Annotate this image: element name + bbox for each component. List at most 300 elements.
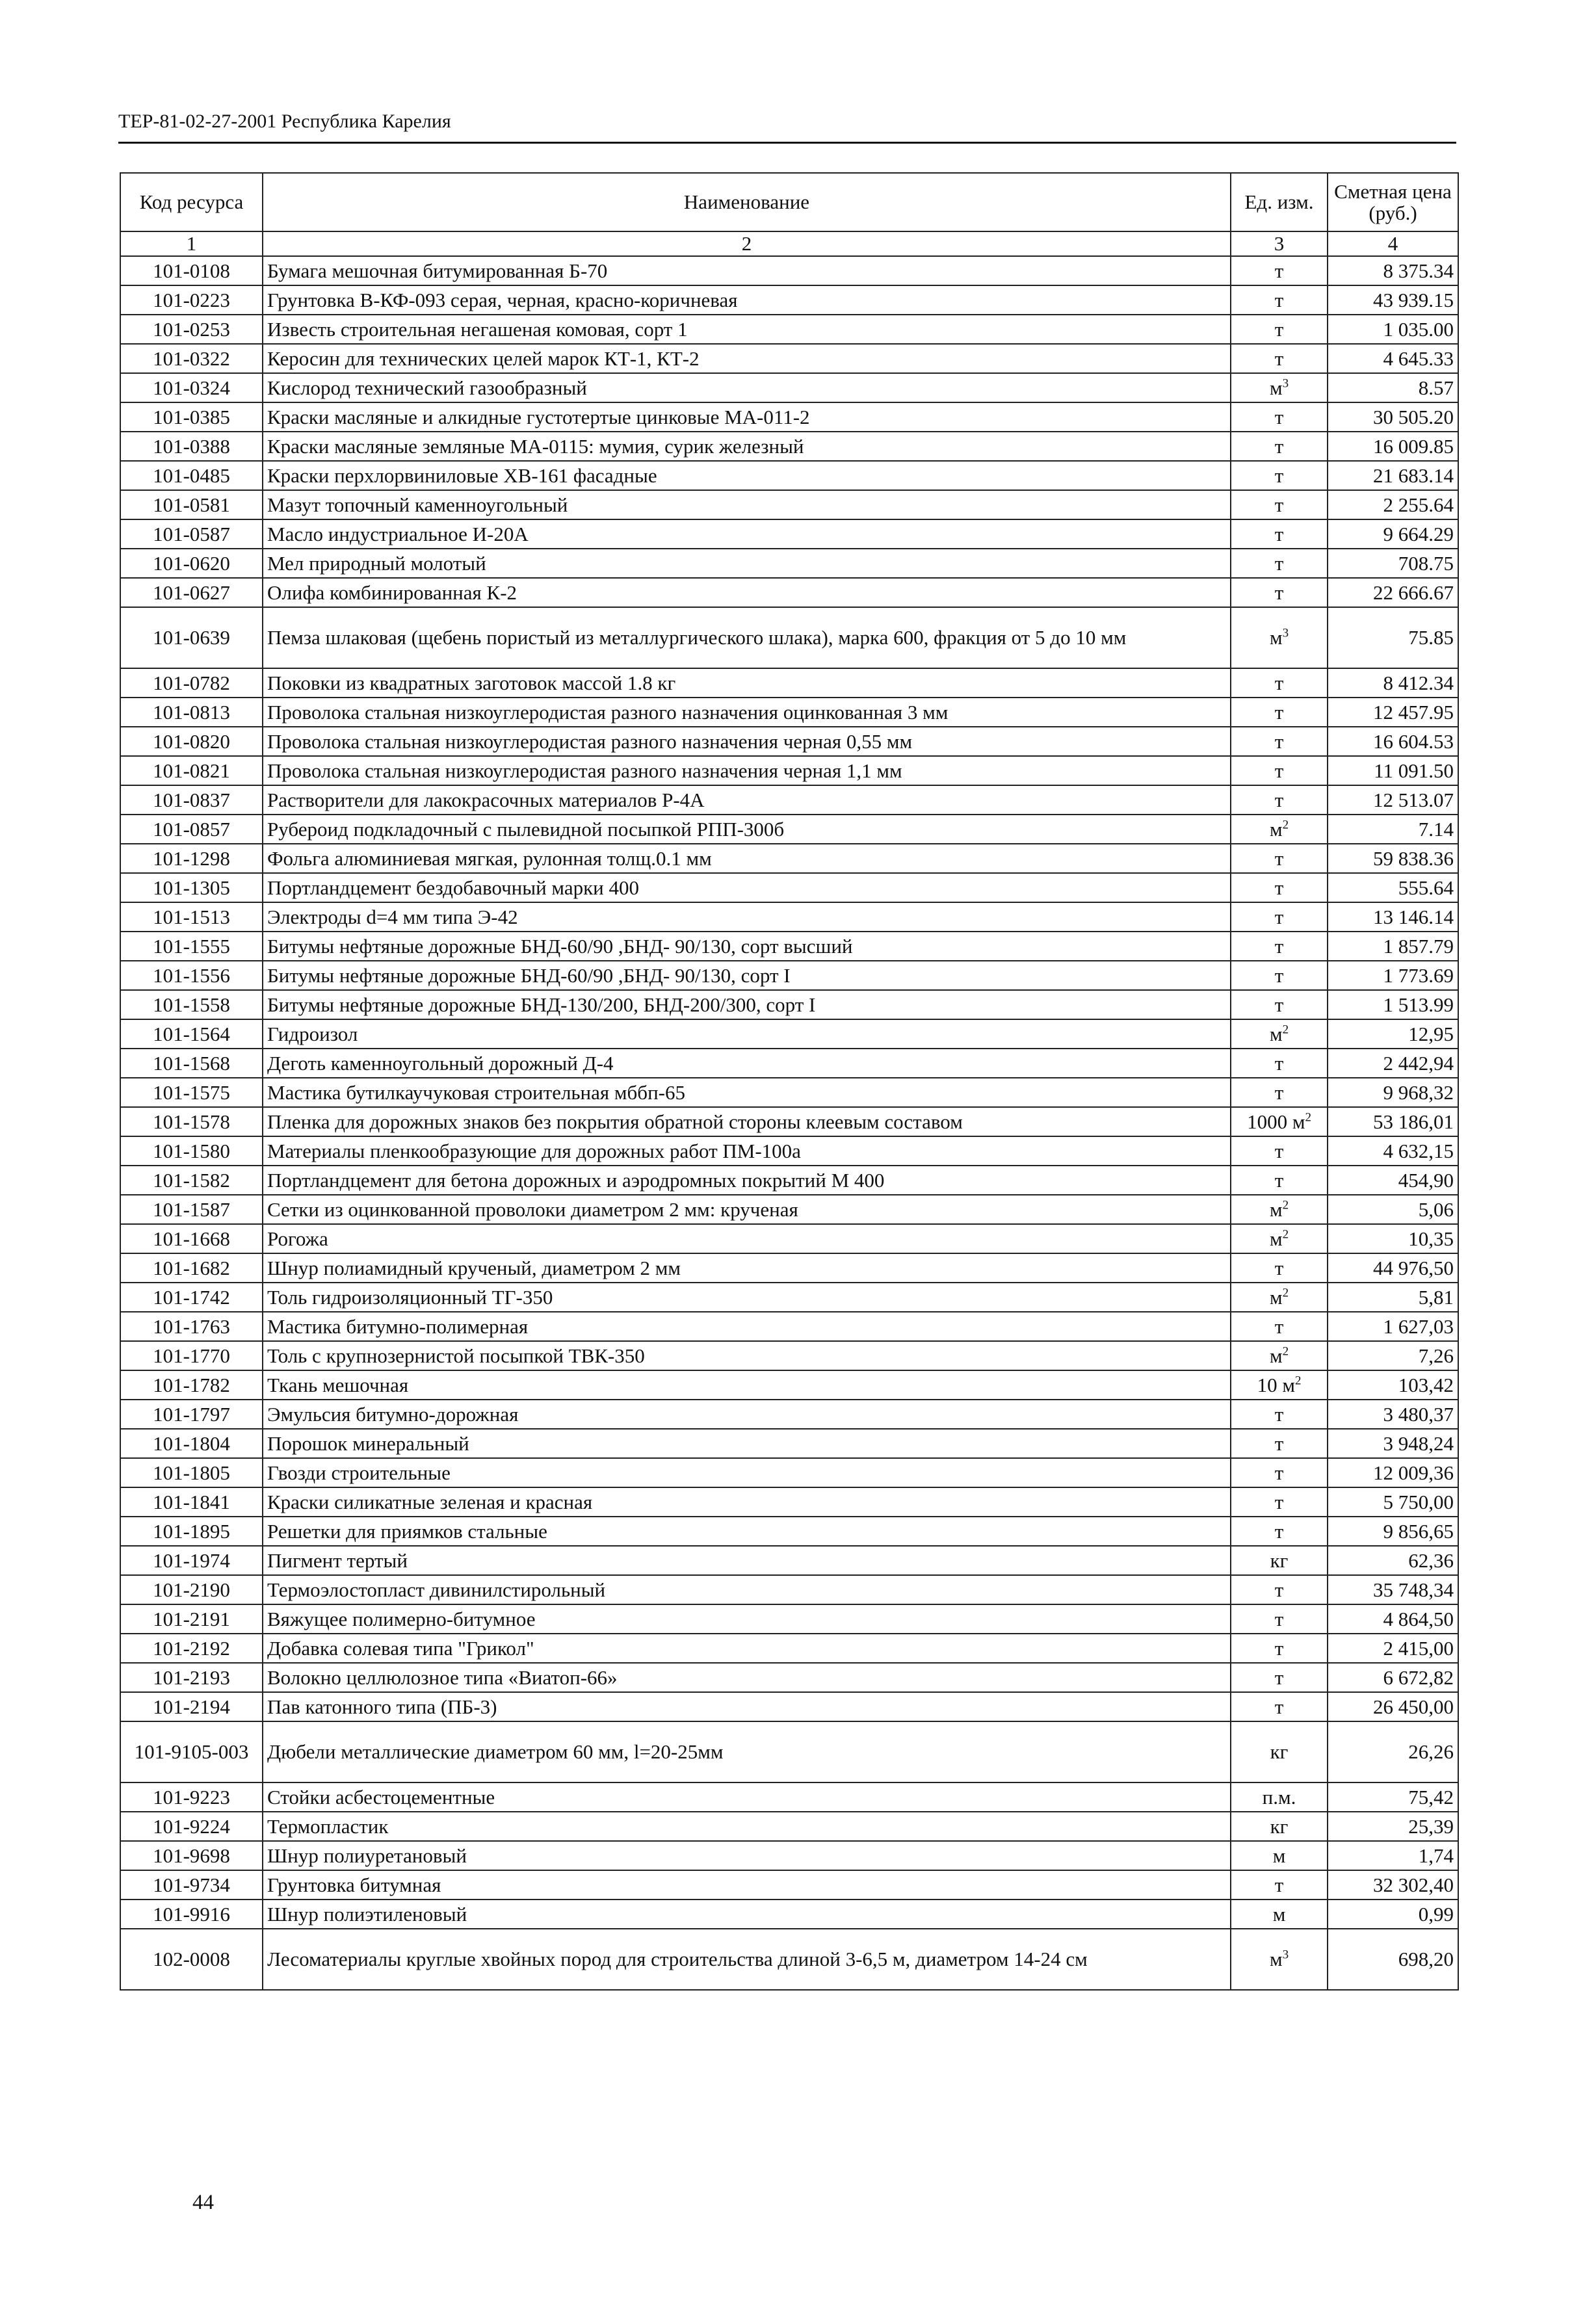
unit-text: т xyxy=(1274,1665,1284,1689)
unit-cell xyxy=(1231,961,1328,990)
unit-exponent: 2 xyxy=(1305,1110,1311,1125)
price-cell: 53 186,01 xyxy=(1328,1107,1458,1136)
table-row xyxy=(120,990,1458,1019)
unit-cell xyxy=(1231,1370,1328,1400)
resource-code-cell: 101-1682 xyxy=(120,1253,263,1283)
price-cell: 708.75 xyxy=(1328,549,1458,578)
table-row xyxy=(120,1812,1458,1841)
table-row xyxy=(120,549,1458,578)
unit-cell xyxy=(1231,344,1328,373)
resource-name-cell: Гидроизол xyxy=(263,1019,1231,1049)
header-code: Код ресурса xyxy=(120,173,263,231)
unit-cell xyxy=(1231,1692,1328,1721)
unit-text: т xyxy=(1274,1695,1284,1718)
unit-cell xyxy=(1231,1195,1328,1224)
unit-text: т xyxy=(1274,493,1284,516)
unit-text: т xyxy=(1274,1168,1284,1192)
table-row xyxy=(120,344,1458,373)
unit-cell xyxy=(1231,902,1328,932)
unit-cell xyxy=(1231,1341,1328,1370)
table-row xyxy=(120,1078,1458,1107)
unit-cell xyxy=(1231,1663,1328,1692)
resource-code-cell: 101-0223 xyxy=(120,285,263,315)
resource-code-cell: 101-0388 xyxy=(120,432,263,461)
resource-code-cell: 101-1742 xyxy=(120,1283,263,1312)
unit-cell xyxy=(1231,1782,1328,1812)
resource-code-cell: 101-9223 xyxy=(120,1782,263,1812)
resource-code-cell: 101-2190 xyxy=(120,1575,263,1604)
resource-name-cell: Кислород технический газообразный xyxy=(263,373,1231,402)
table-row xyxy=(120,844,1458,873)
resource-name-cell: Термоэлостопласт дивинилстирольный xyxy=(263,1575,1231,1604)
resource-code-cell: 101-0385 xyxy=(120,402,263,432)
resource-code-cell: 101-1582 xyxy=(120,1166,263,1195)
price-cell: 2 255.64 xyxy=(1328,490,1458,519)
unit-cell xyxy=(1231,1049,1328,1078)
resource-code-cell: 101-1575 xyxy=(120,1078,263,1107)
unit-text: т xyxy=(1274,905,1284,928)
unit-text: м xyxy=(1269,817,1283,841)
column-number: 2 xyxy=(263,231,1231,256)
unit-cell xyxy=(1231,1634,1328,1663)
unit-text: т xyxy=(1274,1873,1284,1896)
price-cell: 9 968,32 xyxy=(1328,1078,1458,1107)
table-row xyxy=(120,1341,1458,1370)
unit-cell xyxy=(1231,519,1328,549)
resource-name-cell: Бумага мешочная битумированная Б-70 xyxy=(263,256,1231,285)
resource-code-cell: 101-0837 xyxy=(120,785,263,815)
resource-name-cell: Шнур полиуретановый xyxy=(263,1841,1231,1870)
unit-text: т xyxy=(1274,876,1284,899)
unit-text: т xyxy=(1274,1139,1284,1162)
unit-cell xyxy=(1231,1900,1328,1929)
resource-code-cell: 101-0253 xyxy=(120,315,263,344)
price-cell: 13 146.14 xyxy=(1328,902,1458,932)
resource-name-cell: Масло индустриальное И-20А xyxy=(263,519,1231,549)
resource-code-cell: 101-1568 xyxy=(120,1049,263,1078)
table-row xyxy=(120,1224,1458,1253)
resource-code-cell: 101-1804 xyxy=(120,1429,263,1458)
price-cell: 75.85 xyxy=(1328,607,1458,668)
table-row xyxy=(120,1721,1458,1782)
unit-text: т xyxy=(1274,522,1284,545)
resource-name-cell: Рогожа xyxy=(263,1224,1231,1253)
unit-text: т xyxy=(1274,581,1284,604)
resource-name-cell: Краски силикатные зеленая и красная xyxy=(263,1487,1231,1517)
resource-code-cell: 101-0108 xyxy=(120,256,263,285)
unit-text: т xyxy=(1274,934,1284,958)
table-row xyxy=(120,932,1458,961)
unit-text: т xyxy=(1274,463,1284,487)
table-row xyxy=(120,1195,1458,1224)
table-row xyxy=(120,1870,1458,1900)
unit-cell xyxy=(1231,607,1328,668)
price-cell: 8 412.34 xyxy=(1328,668,1458,698)
page-header-title: ТЕР-81-02-27-2001 Республика Карелия xyxy=(118,111,451,132)
unit-cell xyxy=(1231,815,1328,844)
header-unit: Ед. изм. xyxy=(1231,173,1328,231)
resource-code-cell: 101-0627 xyxy=(120,578,263,607)
resource-name-cell: Сетки из оцинкованной проволоки диаметром 2 мм: крученая xyxy=(263,1195,1231,1224)
resource-name-cell: Краски масляные и алкидные густотертые цинковые МА-011-2 xyxy=(263,402,1231,432)
resource-name-cell: Гвозди строительные xyxy=(263,1458,1231,1487)
resource-code-cell: 101-9698 xyxy=(120,1841,263,1870)
unit-cell xyxy=(1231,785,1328,815)
price-cell: 75,42 xyxy=(1328,1782,1458,1812)
resource-code-cell: 101-1578 xyxy=(120,1107,263,1136)
unit-cell xyxy=(1231,698,1328,727)
table-row xyxy=(120,1283,1458,1312)
resource-name-cell: Деготь каменноугольный дорожный Д-4 xyxy=(263,1049,1231,1078)
table-row xyxy=(120,1166,1458,1195)
price-cell: 43 939.15 xyxy=(1328,285,1458,315)
resource-name-cell: Волокно целлюлозное типа «Виатоп-66» xyxy=(263,1663,1231,1692)
table-row xyxy=(120,668,1458,698)
resource-name-cell: Пленка для дорожных знаков без покрытия обратной стороны клеевым составом xyxy=(263,1107,1231,1136)
resource-name-cell: Мастика битумно-полимерная xyxy=(263,1312,1231,1341)
price-cell: 0,99 xyxy=(1328,1900,1458,1929)
resource-name-cell: Битумы нефтяные дорожные БНД-60/90 ,БНД- 90/130, сорт I xyxy=(263,961,1231,990)
resource-name-cell: Битумы нефтяные дорожные БНД-130/200, БНД-200/300, сорт I xyxy=(263,990,1231,1019)
price-cell: 4 864,50 xyxy=(1328,1604,1458,1634)
resource-code-cell: 101-1305 xyxy=(120,873,263,902)
resource-name-cell: Добавка солевая типа "Грикол" xyxy=(263,1634,1231,1663)
price-cell: 4 632,15 xyxy=(1328,1136,1458,1166)
unit-cell xyxy=(1231,461,1328,490)
resource-code-cell: 101-1841 xyxy=(120,1487,263,1517)
resource-name-cell: Мастика бутилкаучуковая строительная мббп-65 xyxy=(263,1078,1231,1107)
column-number: 3 xyxy=(1231,231,1328,256)
resource-code-cell: 101-1564 xyxy=(120,1019,263,1049)
unit-cell xyxy=(1231,1546,1328,1575)
table-row xyxy=(120,1458,1458,1487)
price-cell: 12 457.95 xyxy=(1328,698,1458,727)
resource-name-cell: Проволока стальная низкоуглеродистая разного назначения оцинкованная 3 мм xyxy=(263,698,1231,727)
price-cell: 44 976,50 xyxy=(1328,1253,1458,1283)
resource-name-cell: Дюбели металлические диаметром 60 мм, l=20-25мм xyxy=(263,1721,1231,1782)
resource-code-cell: 101-0324 xyxy=(120,373,263,402)
resource-code-cell: 101-1763 xyxy=(120,1312,263,1341)
unit-cell xyxy=(1231,1929,1328,1990)
resource-code-cell: 101-0639 xyxy=(120,607,263,668)
table-row xyxy=(120,1400,1458,1429)
resource-code-cell: 102-0008 xyxy=(120,1929,263,1990)
unit-cell xyxy=(1231,1870,1328,1900)
table-row xyxy=(120,1487,1458,1517)
resource-name-cell: Мазут топочный каменноугольный xyxy=(263,490,1231,519)
unit-cell xyxy=(1231,285,1328,315)
column-number: 4 xyxy=(1328,231,1458,256)
unit-cell xyxy=(1231,256,1328,285)
resource-code-cell: 101-1782 xyxy=(120,1370,263,1400)
table-row xyxy=(120,902,1458,932)
price-cell: 12 513.07 xyxy=(1328,785,1458,815)
unit-cell xyxy=(1231,1400,1328,1429)
unit-text: т xyxy=(1274,1578,1284,1601)
unit-text: т xyxy=(1274,1314,1284,1338)
unit-text: п.м. xyxy=(1262,1785,1296,1808)
price-cell: 11 091.50 xyxy=(1328,756,1458,785)
price-cell: 30 505.20 xyxy=(1328,402,1458,432)
price-cell: 4 645.33 xyxy=(1328,344,1458,373)
resource-code-cell: 101-1974 xyxy=(120,1546,263,1575)
unit-text: кг xyxy=(1270,1740,1289,1764)
resource-code-cell: 101-0485 xyxy=(120,461,263,490)
price-cell: 12 009,36 xyxy=(1328,1458,1458,1487)
unit-cell xyxy=(1231,1575,1328,1604)
price-cell: 1 773.69 xyxy=(1328,961,1458,990)
unit-text: кг xyxy=(1270,1814,1289,1838)
table-row xyxy=(120,578,1458,607)
unit-text: т xyxy=(1274,1402,1284,1426)
table-row xyxy=(120,373,1458,402)
unit-exponent: 2 xyxy=(1282,818,1289,832)
price-cell: 3 948,24 xyxy=(1328,1429,1458,1458)
unit-cell xyxy=(1231,578,1328,607)
resource-name-cell: Электроды d=4 мм типа Э-42 xyxy=(263,902,1231,932)
resource-code-cell: 101-1895 xyxy=(120,1517,263,1546)
unit-text: м xyxy=(1269,1948,1283,1971)
table-row xyxy=(120,1604,1458,1634)
unit-text: м xyxy=(1269,1227,1283,1250)
unit-text: т xyxy=(1274,963,1284,987)
price-cell: 1 857.79 xyxy=(1328,932,1458,961)
resource-code-cell: 101-0857 xyxy=(120,815,263,844)
price-cell: 5 750,00 xyxy=(1328,1487,1458,1517)
resource-name-cell: Эмульсия битумно-дорожная xyxy=(263,1400,1231,1429)
unit-text: т xyxy=(1274,671,1284,694)
unit-text: м xyxy=(1269,626,1283,649)
resource-name-cell: Грунтовка В-КФ-093 серая, черная, красно-коричневая xyxy=(263,285,1231,315)
unit-cell xyxy=(1231,1283,1328,1312)
resource-name-cell: Стойки асбестоцементные xyxy=(263,1782,1231,1812)
resource-code-cell: 101-9734 xyxy=(120,1870,263,1900)
unit-exponent: 2 xyxy=(1282,1286,1289,1300)
unit-cell xyxy=(1231,315,1328,344)
resource-name-cell: Керосин для технических целей марок КТ-1, КТ-2 xyxy=(263,344,1231,373)
resource-name-cell: Битумы нефтяные дорожные БНД-60/90 ,БНД- 90/130, сорт высший xyxy=(263,932,1231,961)
unit-cell xyxy=(1231,873,1328,902)
unit-text: т xyxy=(1274,288,1284,311)
resource-code-cell: 101-1558 xyxy=(120,990,263,1019)
unit-cell xyxy=(1231,1429,1328,1458)
unit-text: т xyxy=(1274,1519,1284,1543)
unit-cell xyxy=(1231,1019,1328,1049)
price-cell: 9 856,65 xyxy=(1328,1517,1458,1546)
resource-name-cell: Шнур полиамидный крученый, диаметром 2 мм xyxy=(263,1253,1231,1283)
unit-cell xyxy=(1231,490,1328,519)
unit-exponent: 2 xyxy=(1294,1374,1302,1388)
resource-name-cell: Поковки из квадратных заготовок массой 1.8 кг xyxy=(263,668,1231,698)
table-row xyxy=(120,1782,1458,1812)
table-row xyxy=(120,815,1458,844)
price-cell: 1 627,03 xyxy=(1328,1312,1458,1341)
resource-name-cell: Пемза шлаковая (щебень пористый из металлургического шлака), марка 600, фракция от 5 до 10 мм xyxy=(263,607,1231,668)
resource-code-cell: 101-2193 xyxy=(120,1663,263,1692)
unit-text: т xyxy=(1274,405,1284,428)
unit-text: м xyxy=(1269,1022,1283,1045)
resource-name-cell: Порошок минеральный xyxy=(263,1429,1231,1458)
unit-cell xyxy=(1231,1078,1328,1107)
price-cell: 7,26 xyxy=(1328,1341,1458,1370)
table-row xyxy=(120,285,1458,315)
unit-exponent: 2 xyxy=(1282,1227,1289,1242)
price-cell: 3 480,37 xyxy=(1328,1400,1458,1429)
resource-code-cell: 101-0620 xyxy=(120,549,263,578)
table-row xyxy=(120,727,1458,756)
header-name: Наименование xyxy=(263,173,1231,231)
price-cell: 8 375.34 xyxy=(1328,256,1458,285)
table-row xyxy=(120,519,1458,549)
price-cell: 26,26 xyxy=(1328,1721,1458,1782)
unit-text: т xyxy=(1274,1256,1284,1279)
header-rule xyxy=(118,142,1456,144)
price-cell: 26 450,00 xyxy=(1328,1692,1458,1721)
unit-cell xyxy=(1231,402,1328,432)
table-row xyxy=(120,1429,1458,1458)
resource-name-cell: Краски перхлорвиниловые ХВ-161 фасадные xyxy=(263,461,1231,490)
resource-code-cell: 101-1555 xyxy=(120,932,263,961)
table-row xyxy=(120,1312,1458,1341)
resource-name-cell: Толь с крупнозернистой посыпкой ТВК-350 xyxy=(263,1341,1231,1370)
unit-cell xyxy=(1231,1253,1328,1283)
unit-cell xyxy=(1231,1224,1328,1253)
resource-name-cell: Проволока стальная низкоуглеродистая разного назначения черная 0,55 мм xyxy=(263,727,1231,756)
unit-text: м xyxy=(1272,1844,1286,1867)
resource-code-cell: 101-1770 xyxy=(120,1341,263,1370)
table-row xyxy=(120,756,1458,785)
table-row xyxy=(120,1900,1458,1929)
table-row xyxy=(120,490,1458,519)
table-body xyxy=(120,256,1458,1990)
table-row xyxy=(120,1575,1458,1604)
unit-text: т xyxy=(1274,551,1284,575)
table-row xyxy=(120,1663,1458,1692)
resource-code-cell: 101-0782 xyxy=(120,668,263,698)
resource-name-cell: Растворители для лакокрасочных материалов Р-4А xyxy=(263,785,1231,815)
resource-name-cell: Фольга алюминиевая мягкая, рулонная толщ.0.1 мм xyxy=(263,844,1231,873)
unit-exponent: 2 xyxy=(1282,1198,1289,1212)
resource-name-cell: Решетки для приямков стальные xyxy=(263,1517,1231,1546)
unit-exponent: 3 xyxy=(1282,1948,1289,1962)
unit-cell xyxy=(1231,432,1328,461)
price-cell: 16 009.85 xyxy=(1328,432,1458,461)
price-cell: 5,81 xyxy=(1328,1283,1458,1312)
resource-name-cell: Пигмент тертый xyxy=(263,1546,1231,1575)
unit-cell xyxy=(1231,1107,1328,1136)
table-row xyxy=(120,1019,1458,1049)
unit-text: т xyxy=(1274,1636,1284,1660)
unit-text: т xyxy=(1274,434,1284,458)
unit-text: т xyxy=(1274,346,1284,370)
price-cell: 9 664.29 xyxy=(1328,519,1458,549)
unit-text: кг xyxy=(1270,1548,1289,1572)
price-cell: 32 302,40 xyxy=(1328,1870,1458,1900)
unit-text: т xyxy=(1274,729,1284,753)
resource-name-cell: Термопластик xyxy=(263,1812,1231,1841)
unit-cell xyxy=(1231,1604,1328,1634)
unit-cell xyxy=(1231,373,1328,402)
unit-cell xyxy=(1231,1812,1328,1841)
price-cell: 698,20 xyxy=(1328,1929,1458,1990)
unit-text: м xyxy=(1269,376,1283,399)
unit-cell xyxy=(1231,844,1328,873)
unit-text: т xyxy=(1274,700,1284,724)
unit-cell xyxy=(1231,727,1328,756)
price-cell: 21 683.14 xyxy=(1328,461,1458,490)
table-row xyxy=(120,1929,1458,1990)
resource-code-cell: 101-2191 xyxy=(120,1604,263,1634)
price-cell: 59 838.36 xyxy=(1328,844,1458,873)
resource-name-cell: Известь строительная негашеная комовая, сорт 1 xyxy=(263,315,1231,344)
unit-cell xyxy=(1231,549,1328,578)
resource-code-cell: 101-1556 xyxy=(120,961,263,990)
header-price: Сметная цена (руб.) xyxy=(1328,173,1458,231)
resource-name-cell: Материалы пленкообразующие для дорожных работ ПМ-100а xyxy=(263,1136,1231,1166)
resource-name-cell: Ткань мешочная xyxy=(263,1370,1231,1400)
resource-code-cell: 101-1668 xyxy=(120,1224,263,1253)
unit-cell xyxy=(1231,990,1328,1019)
table-row xyxy=(120,402,1458,432)
unit-text: т xyxy=(1274,846,1284,870)
resource-code-cell: 101-2194 xyxy=(120,1692,263,1721)
unit-text: т xyxy=(1274,1607,1284,1630)
resource-code-cell: 101-1587 xyxy=(120,1195,263,1224)
price-cell: 103,42 xyxy=(1328,1370,1458,1400)
resource-name-cell: Олифа комбинированная К-2 xyxy=(263,578,1231,607)
resource-code-cell: 101-9105-003 xyxy=(120,1721,263,1782)
resource-name-cell: Грунтовка битумная xyxy=(263,1870,1231,1900)
unit-text: т xyxy=(1274,317,1284,341)
unit-text: м xyxy=(1272,1902,1286,1926)
unit-text: м xyxy=(1269,1344,1283,1367)
table-row xyxy=(120,607,1458,668)
table-row xyxy=(120,873,1458,902)
resource-name-cell: Проволока стальная низкоуглеродистая разного назначения черная 1,1 мм xyxy=(263,756,1231,785)
unit-cell xyxy=(1231,1312,1328,1341)
unit-cell xyxy=(1231,1517,1328,1546)
resource-name-cell: Портландцемент бездобавочный марки 400 xyxy=(263,873,1231,902)
resource-name-cell: Пав катонного типа (ПБ-3) xyxy=(263,1692,1231,1721)
unit-cell xyxy=(1231,1841,1328,1870)
resource-code-cell: 101-0820 xyxy=(120,727,263,756)
resource-name-cell: Лесоматериалы круглые хвойных пород для строительства длиной 3-6,5 м, диаметром 14-24 см xyxy=(263,1929,1231,1990)
unit-cell xyxy=(1231,1721,1328,1782)
price-cell: 25,39 xyxy=(1328,1812,1458,1841)
resource-code-cell: 101-1580 xyxy=(120,1136,263,1166)
resource-name-cell: Портландцемент для бетона дорожных и аэродромных покрытий М 400 xyxy=(263,1166,1231,1195)
price-cell: 12,95 xyxy=(1328,1019,1458,1049)
resource-name-cell: Мел природный молотый xyxy=(263,549,1231,578)
table-row xyxy=(120,432,1458,461)
unit-cell xyxy=(1231,756,1328,785)
table-row xyxy=(120,1370,1458,1400)
table-row xyxy=(120,1546,1458,1575)
price-cell: 2 442,94 xyxy=(1328,1049,1458,1078)
unit-text: 1000 м xyxy=(1247,1110,1305,1133)
price-cell: 8.57 xyxy=(1328,373,1458,402)
resource-code-cell: 101-1298 xyxy=(120,844,263,873)
unit-text: т xyxy=(1274,1490,1284,1513)
resource-code-cell: 101-1805 xyxy=(120,1458,263,1487)
price-cell: 6 672,82 xyxy=(1328,1663,1458,1692)
unit-text: т xyxy=(1274,259,1284,282)
price-cell: 22 666.67 xyxy=(1328,578,1458,607)
unit-text: т xyxy=(1274,759,1284,782)
unit-text: т xyxy=(1274,1080,1284,1104)
resource-name-cell: Толь гидроизоляционный ТГ-350 xyxy=(263,1283,1231,1312)
page-number: 44 xyxy=(192,2191,214,2214)
